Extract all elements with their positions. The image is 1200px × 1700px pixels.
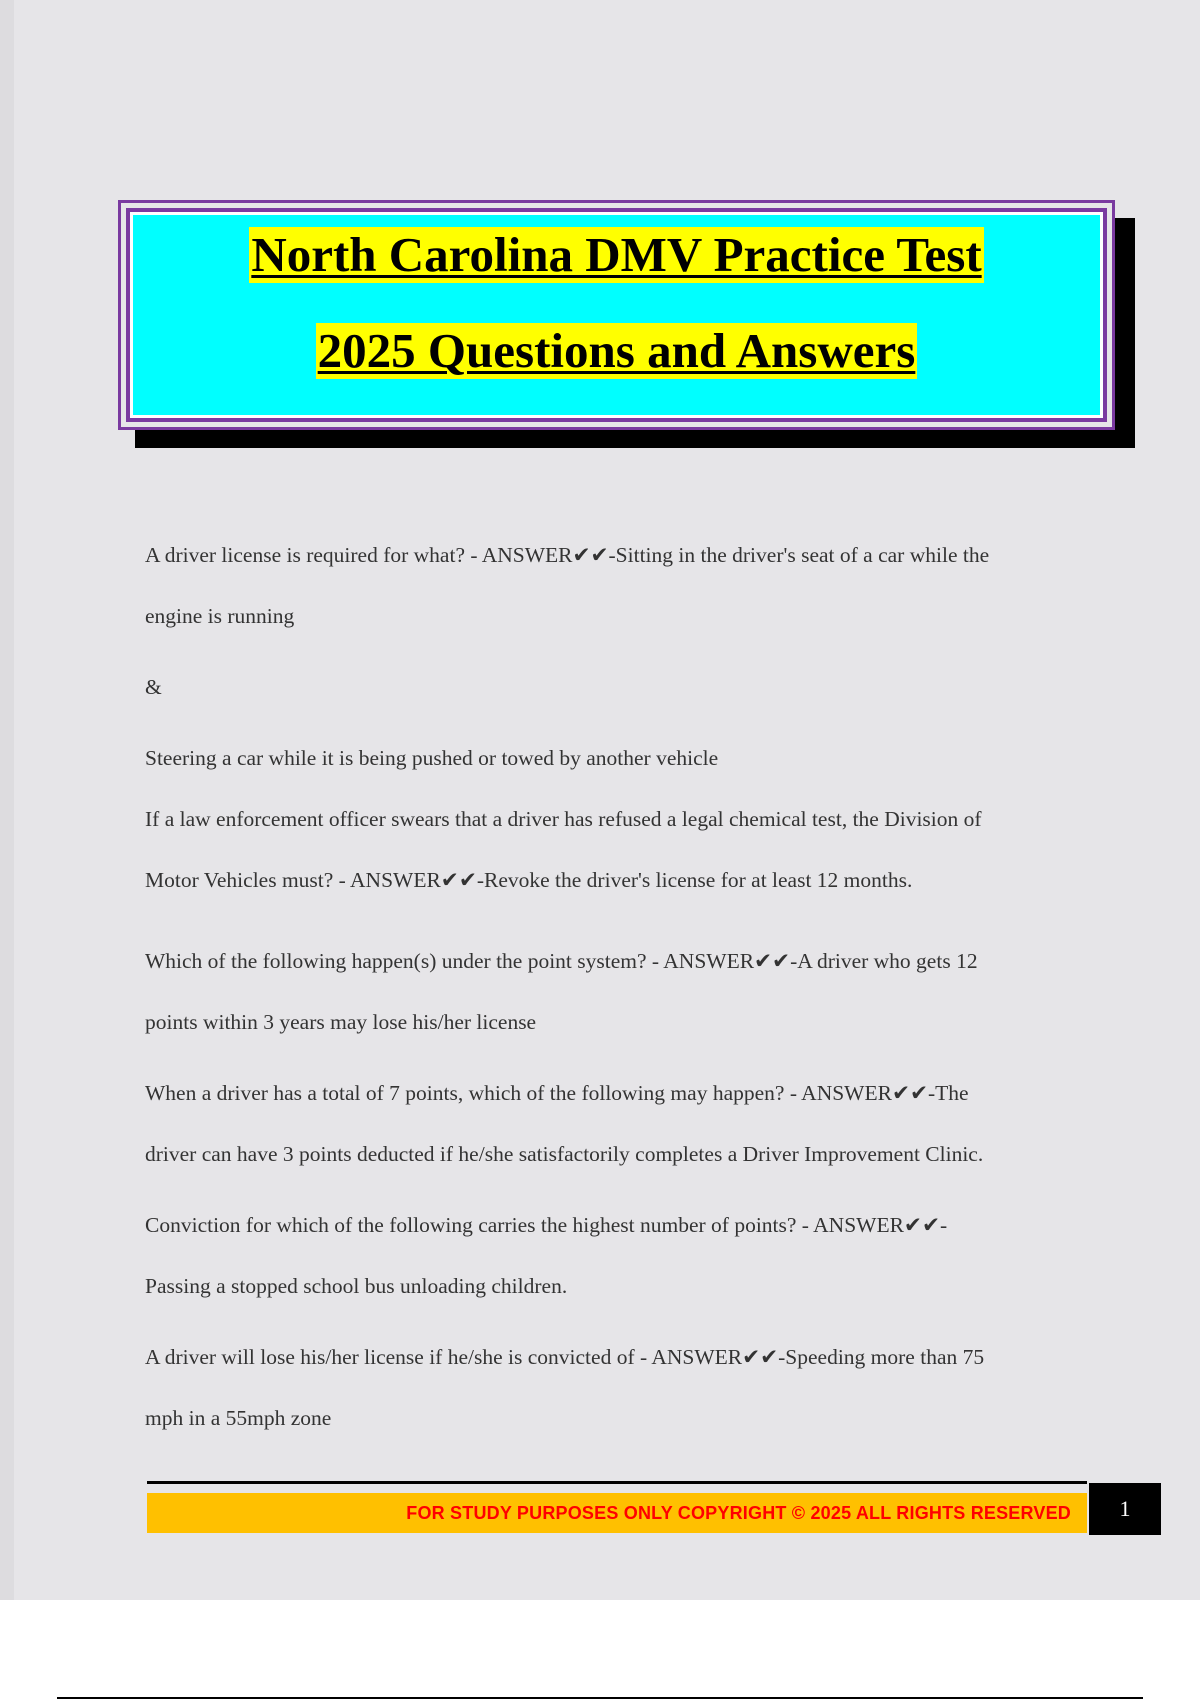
qa-text-line: Which of the following happen(s) under the point system? - ANSWER✔✔-A driver who gets 12 [145, 949, 978, 973]
qa-text-line: Motor Vehicles must? - ANSWER✔✔-Revoke the driver's license for at least 12 months. [145, 868, 913, 892]
qa-text-line: If a law enforcement officer swears that a driver has refused a legal chemical test, the Division of [145, 807, 982, 831]
ampersand: & [145, 675, 162, 699]
qa-text-line: A driver license is required for what? - ANSWER✔✔-Sitting in the driver's seat of a car while the [145, 543, 990, 567]
title-line-1: North Carolina DMV Practice Test [251, 227, 982, 282]
qa-text-line: points within 3 years may lose his/her license [145, 1010, 537, 1034]
qa-content [145, 525, 1080, 1449]
qa-text-line: engine is running [145, 604, 295, 628]
footer-rule [147, 1481, 1087, 1484]
copyright-notice: FOR STUDY PURPOSES ONLY COPYRIGHT © 2025 ALL RIGHTS RESERVED [406, 1503, 1071, 1523]
qa-text-line: Conviction for which of the following carries the highest number of points? - ANSWER✔✔- [145, 1213, 948, 1237]
qa-text-line: When a driver has a total of 7 points, which of the following may happen? - ANSWER✔✔-The [145, 1081, 969, 1105]
title-panel [133, 215, 1100, 415]
footer-notice-bar [147, 1493, 1087, 1533]
bottom-divider [57, 1697, 1143, 1699]
qa-text-line: A driver will lose his/her license if he/she is convicted of - ANSWER✔✔-Speeding more than 75 [145, 1345, 985, 1369]
title-line-2: 2025 Questions and Answers [317, 323, 916, 378]
qa-text-line: Steering a car while it is being pushed or towed by another vehicle [145, 746, 719, 770]
title-box [118, 200, 1115, 430]
title-box-inner-border [126, 208, 1107, 422]
qa-text-line: Passing a stopped school bus unloading children. [145, 1274, 568, 1298]
page-edge [0, 0, 14, 1600]
page-number: 1 [1089, 1483, 1161, 1535]
qa-text-line: driver can have 3 points deducted if he/she satisfactorily completes a Driver Improvement Clinic. [145, 1142, 984, 1166]
qa-text-line: mph in a 55mph zone [145, 1406, 332, 1430]
